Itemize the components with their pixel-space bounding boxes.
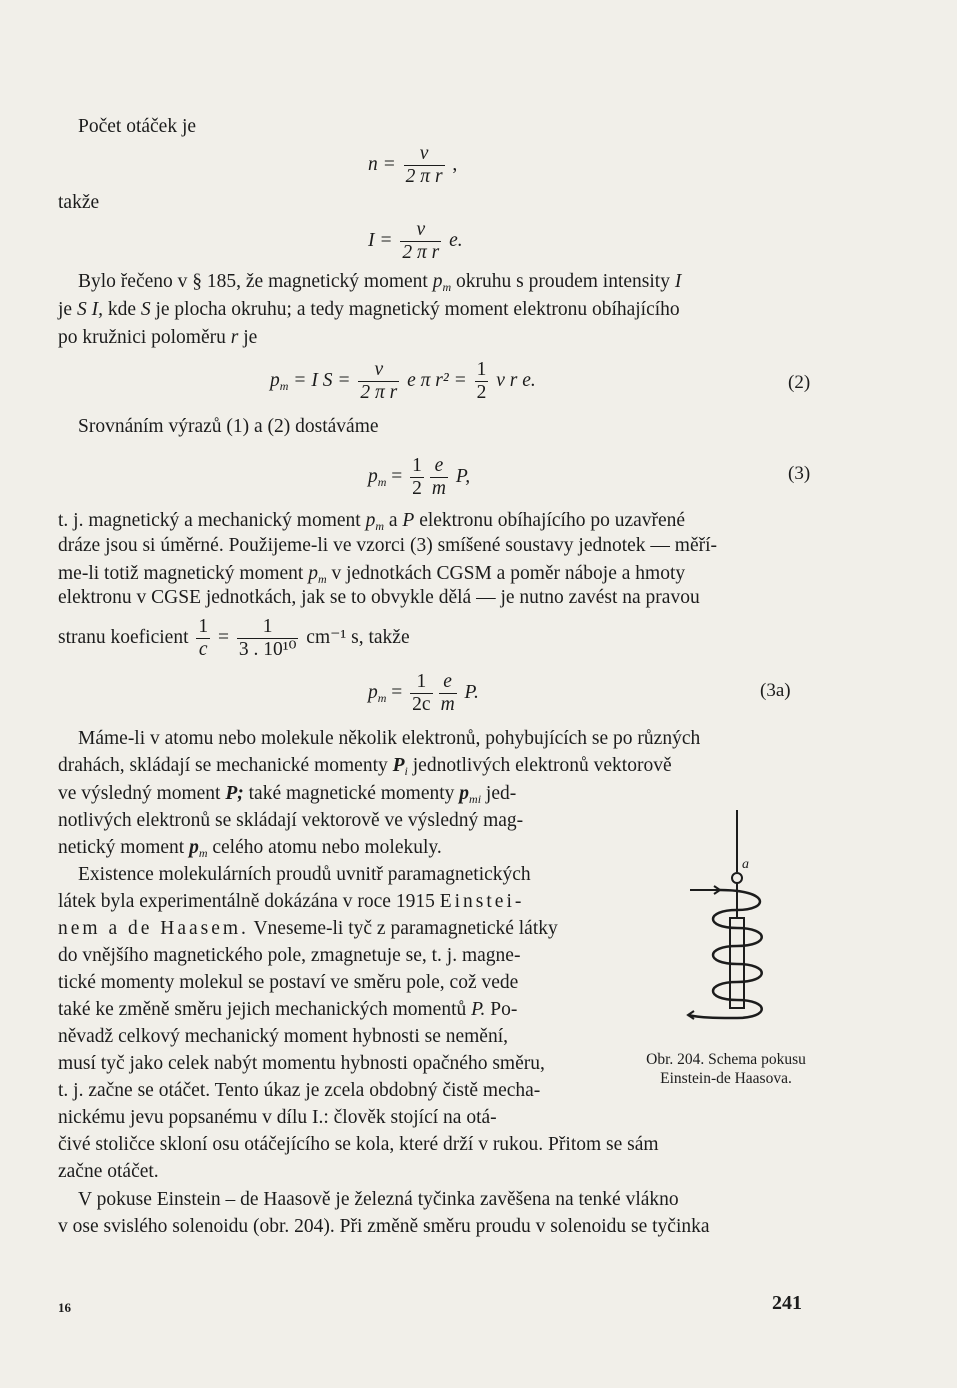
subscript: m: [442, 280, 452, 294]
text: nem a de Haasem.: [58, 918, 249, 939]
text: V pokuse Einstein – de Haasově je železná tyčinka zavěšena na tenké vlákno: [78, 1189, 679, 1210]
numerator: 1: [476, 359, 487, 380]
denominator: 2 π r: [402, 242, 440, 263]
text: Vneseme-li tyč z paramagnetické látky: [253, 918, 558, 939]
text: celého atomu nebo molekuly.: [212, 837, 442, 858]
subscript: m: [377, 474, 387, 489]
text-line: [58, 996, 517, 1024]
formula-part: p: [270, 369, 280, 391]
text-line: [58, 969, 518, 997]
text: (3): [788, 463, 811, 484]
numerator: 1: [410, 671, 432, 694]
text: 241: [772, 1292, 802, 1314]
subscript: m: [279, 378, 289, 393]
text: elektronu obíhajícího po uzavřené: [419, 510, 686, 531]
symbol: p: [308, 563, 318, 584]
denominator: 2: [476, 382, 487, 403]
text: tické momenty molekul se postaví ve směru pole, což vede: [58, 972, 519, 993]
denominator: m: [440, 694, 455, 715]
text-line: [58, 1077, 540, 1105]
text: v jednotkách CGSM a poměr náboje a hmoty: [331, 563, 686, 584]
text: Bylo řečeno v § 185, že magnetický moment: [78, 271, 428, 292]
page-number: [772, 1292, 802, 1315]
text: jednotlivých elektronů vektorově: [412, 755, 672, 776]
text: čivé stoličce skloní osu otáčejícího se kola, které drží v rukou. Přitom se sám: [58, 1134, 659, 1155]
symbol: r: [230, 327, 239, 348]
text-line: [58, 616, 410, 661]
symbol: S I,: [76, 299, 103, 320]
mirror: [732, 873, 742, 883]
formula-part: e.: [449, 229, 463, 251]
text: po kružnici poloměru: [58, 327, 226, 348]
text: látek byla experimentálně dokázána v roce 1915: [58, 891, 435, 912]
text: také ke změně směru jejich mechanických momentů: [58, 999, 467, 1020]
fraction: [404, 143, 445, 188]
formula-2-main: [270, 359, 536, 404]
text-line: [58, 1023, 508, 1051]
fraction: [475, 359, 489, 404]
text-line: [58, 1050, 545, 1078]
text: musí tyč jako celek nabýt momentu hybnosti opačného směru,: [58, 1053, 545, 1074]
text: jed-: [485, 783, 517, 804]
text-line: [58, 888, 524, 916]
formula-part: p: [368, 681, 378, 703]
symbol: S: [140, 299, 151, 320]
text-line: [58, 1213, 710, 1241]
text: začne otáčet.: [58, 1161, 159, 1182]
text: je: [243, 327, 258, 348]
text: netický moment: [58, 837, 185, 858]
text: v ose svislého solenoidu (obr. 204). Při změně směru proudu v solenoidu se tyčinka: [58, 1216, 710, 1237]
text-line: [58, 807, 523, 835]
numerator: e: [430, 455, 448, 478]
subscript: i: [404, 764, 408, 778]
text: Obr. 204. Schema pokusu Einstein-de Haasova.: [646, 1051, 806, 1087]
text: kde: [107, 299, 136, 320]
fraction: [400, 219, 441, 264]
text: takže: [58, 192, 100, 213]
text-line: [58, 189, 99, 217]
text: (2): [788, 372, 811, 393]
text: cm⁻¹ s, takže: [306, 626, 410, 648]
text: Srovnáním výrazů (1) a (2) dostáváme: [78, 416, 379, 437]
text: je: [58, 299, 73, 320]
numerator: 1: [198, 616, 209, 637]
fraction: [196, 616, 210, 661]
formula-part: n =: [368, 153, 396, 175]
text-line: [58, 324, 257, 352]
text-line: [58, 532, 717, 560]
text: Einstei-: [439, 891, 525, 912]
symbol: P;: [225, 783, 244, 804]
subscript: mi: [469, 792, 482, 806]
subscript: m: [317, 572, 327, 586]
fraction: [237, 616, 299, 661]
text: a: [388, 510, 398, 531]
formula-2: [368, 219, 463, 264]
text-line: [58, 296, 680, 324]
figure-label: a: [742, 857, 749, 872]
denominator: m: [431, 478, 447, 499]
numerator: v: [358, 359, 399, 382]
denominator: 3 . 10¹⁰: [238, 639, 297, 660]
figure-caption: [640, 1050, 812, 1088]
text-line: [78, 861, 531, 889]
denominator: 2c: [412, 694, 431, 715]
text: Máme-li v atomu nebo molekule několik elektronů, pohybujících se po různých: [78, 728, 701, 749]
text: do vnějšího magnetického pole, zmagnetuje se, t. j. magne-: [58, 945, 521, 966]
text-line: [58, 1104, 497, 1132]
text: (3a): [760, 680, 791, 701]
fraction: [439, 671, 457, 716]
formula-1: [368, 143, 457, 188]
text: také magnetické momenty: [248, 783, 455, 804]
symbol: p: [365, 510, 376, 531]
numerator: e: [439, 671, 457, 694]
text: t. j. začne se otáčet. Tento úkaz je zcela obdobný čistě mecha-: [58, 1080, 541, 1101]
symbol: p: [459, 783, 470, 804]
signature-mark: [58, 1300, 71, 1316]
text-line: [78, 413, 379, 441]
symbol: I: [674, 271, 682, 292]
text: drahách, skládají se mechanické momenty: [58, 755, 388, 776]
equation-number: [760, 677, 791, 705]
text: dráze jsou si úměrné. Použijeme-li ve vzorci (3) smíšené soustavy jednotek — měří-: [58, 535, 718, 556]
text: elektronu v CGSE jednotkách, jak se to obvykle dělá — je nutno zavést na pravou: [58, 587, 700, 608]
text-line: [58, 942, 520, 970]
formula-part: =: [391, 465, 403, 487]
text: Počet otáček je: [78, 116, 197, 137]
text: Po-: [490, 999, 518, 1020]
formula-part: ,: [452, 153, 458, 175]
symbol: P: [402, 510, 415, 531]
symbol: p: [189, 837, 199, 858]
formula-3: [368, 455, 470, 500]
solenoid-figure: [680, 810, 800, 1040]
text-line: [78, 725, 700, 753]
numerator: 1: [237, 616, 299, 639]
equation-number: [788, 369, 810, 397]
text-line: [58, 1131, 659, 1159]
text: je plocha okruhu; a tedy magnetický moment elektronu obíhajícího: [155, 299, 680, 320]
text: nickému jevu popsanému v dílu I.: člověk stojící na otá-: [58, 1107, 497, 1128]
formula-part: P,: [455, 465, 471, 487]
text-line: [78, 1186, 679, 1214]
formula-3a: [368, 671, 479, 716]
solenoid-coil: [688, 890, 762, 1018]
text-line: [58, 915, 558, 943]
formula-part: = I S =: [293, 369, 351, 391]
subscript: m: [198, 846, 208, 860]
fraction: [410, 671, 432, 716]
text: ve výsledný moment: [58, 783, 221, 804]
fraction: [410, 455, 424, 500]
symbol: P: [392, 755, 405, 776]
text: notlivých elektronů se skládají vektorově ve výsledný mag-: [58, 810, 524, 831]
denominator: 2 π r: [405, 166, 443, 187]
text: t. j. magnetický a mechanický moment: [58, 510, 361, 531]
equation-number: [788, 460, 810, 488]
denominator: c: [198, 639, 208, 660]
text: 16: [58, 1300, 71, 1315]
fraction: [430, 455, 448, 500]
formula-part: e π r² =: [407, 369, 467, 391]
formula-part: =: [218, 626, 229, 648]
symbol: p: [432, 271, 443, 292]
numerator: 1: [412, 455, 422, 476]
subscript: m: [375, 519, 384, 533]
text: me-li totiž magnetický moment: [58, 563, 304, 584]
formula-part: P.: [464, 681, 479, 703]
denominator: 2: [412, 478, 422, 499]
text: okruhu s proudem intensity: [456, 271, 670, 292]
symbol: P.: [471, 999, 486, 1020]
numerator: v: [404, 143, 445, 166]
numerator: v: [400, 219, 441, 242]
text-line: [58, 584, 700, 612]
text: něvadž celkový mechanický moment hybnosti se nemění,: [58, 1026, 508, 1047]
text: Existence molekulárních proudů uvnitř paramagnetických: [78, 864, 531, 885]
formula-part: p: [368, 465, 378, 487]
text-line: [78, 113, 196, 141]
denominator: 2 π r: [360, 382, 398, 403]
text-line: [58, 1158, 159, 1186]
text: stranu koeficient: [58, 626, 189, 648]
fraction: [358, 359, 399, 404]
subscript: m: [377, 690, 387, 705]
formula-part: =: [391, 681, 403, 703]
formula-part: I =: [368, 229, 393, 251]
formula-part: v r e.: [496, 369, 536, 391]
